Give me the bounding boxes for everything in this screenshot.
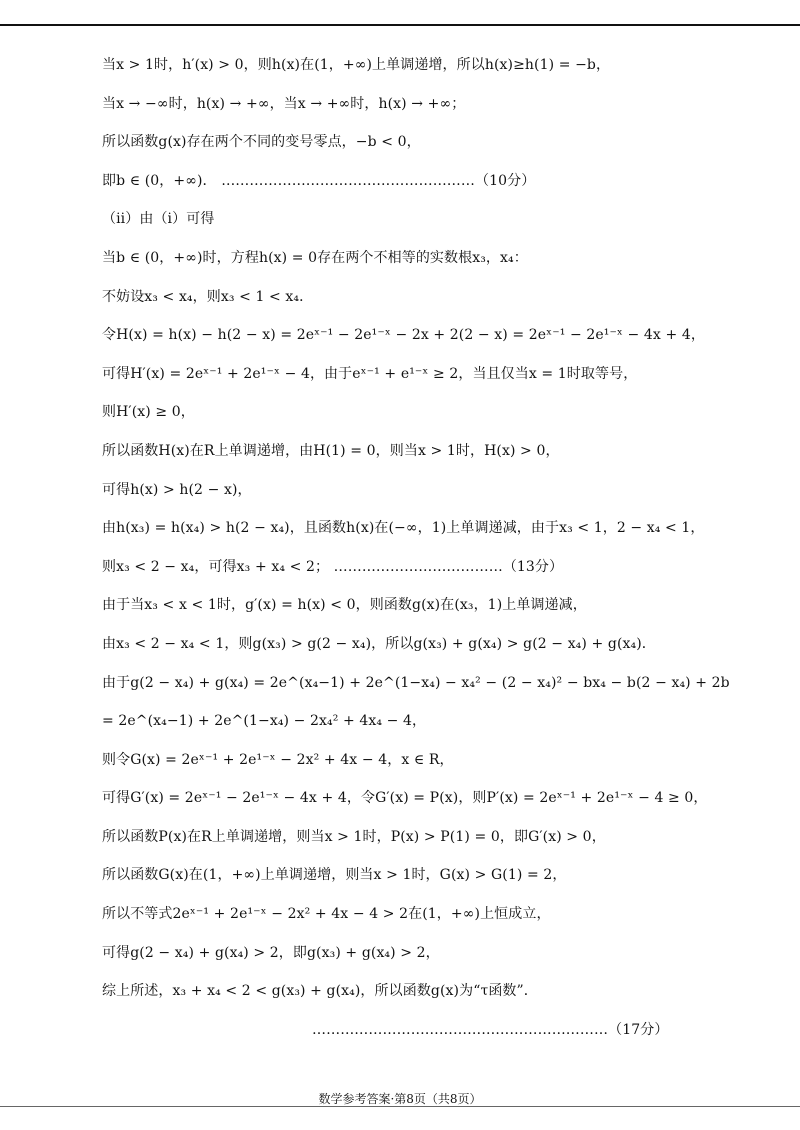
text-line: 当b ∈ (0，+∞)时，方程h(x) = 0存在两个不相等的实数根x₃，x₄：: [102, 249, 528, 266]
text-line: = 2e^(x₄−1) + 2e^(1−x₄) − 2x₄² + 4x₄ − 4，: [102, 713, 427, 730]
text-line: 由h(x₃) = h(x₄) > h(2 − x₄)，且函数h(x)在(−∞，1)上单调递减，由于x₃ < 1，2 − x₄ < 1，: [102, 520, 705, 537]
score-line: 即b ∈ (0，+∞)． ………………………………………………（10分）: [102, 172, 536, 189]
top-rule: [0, 24, 800, 26]
score-line: 则x₃ < 2 − x₄，可得x₃ + x₄ < 2； ………………………………（13分）: [102, 558, 564, 575]
text-line: 所以函数P(x)在R上单调递增，则当x > 1时，P(x) > P(1) = 0，即G′(x) > 0，: [102, 828, 606, 845]
text-line: 可得G′(x) = 2eˣ⁻¹ − 2e¹⁻ˣ − 4x + 4，令G′(x) = P(x)，则P′(x) = 2eˣ⁻¹ + 2e¹⁻ˣ − 4 ≥ 0，: [102, 790, 708, 807]
text-line: 由于g(2 − x₄) + g(x₄) = 2e^(x₄−1) + 2e^(1−x₄) − x₄² − (2 − x₄)² − bx₄ − b(2 − x₄) + 2b: [102, 674, 730, 691]
text-line: 所以函数G(x)在(1，+∞)上单调递增，则当x > 1时，G(x) > G(1) = 2，: [102, 867, 567, 884]
text-line: 可得H′(x) = 2eˣ⁻¹ + 2e¹⁻ˣ − 4，由于eˣ⁻¹ + e¹⁻ˣ ≥ 2，当且仅当x = 1时取等号，: [102, 365, 638, 382]
text-line: 可得h(x) > h(2 − x)，: [102, 481, 252, 498]
page-footer: 数学参考答案·第8页（共8页）: [318, 1092, 482, 1106]
text-line: 可得g(2 − x₄) + g(x₄) > 2，即g(x₃) + g(x₄) > 2，: [102, 944, 440, 961]
solution-body: [102, 46, 730, 1049]
text-line: 则H′(x) ≥ 0，: [102, 404, 195, 421]
text-line: 令H(x) = h(x) − h(2 − x) = 2eˣ⁻¹ − 2e¹⁻ˣ − 2x + 2(2 − x) = 2eˣ⁻¹ − 2e¹⁻ˣ − 4x + 4，: [102, 327, 705, 344]
score-line: ………………………………………………………（17分）: [312, 1021, 669, 1038]
text-line: 所以不等式2eˣ⁻¹ + 2e¹⁻ˣ − 2x² + 4x − 4 > 2在(1，+∞)上恒成立，: [102, 906, 551, 923]
text-line: 综上所述，x₃ + x₄ < 2 < g(x₃) + g(x₄)，所以函数g(x)为“τ函数”．: [102, 983, 538, 1000]
text-line: （ii）由（i）可得: [102, 211, 215, 228]
text-line: 由于当x₃ < x < 1时，g′(x) = h(x) < 0，则函数g(x)在(x₃，1)上单调递减，: [102, 597, 587, 614]
text-line: 所以函数g(x)存在两个不同的变号零点，−b < 0，: [102, 134, 421, 151]
text-line: 不妨设x₃ < x₄，则x₃ < 1 < x₄．: [102, 288, 314, 305]
text-line: 所以函数H(x)在R上单调递增，由H(1) = 0，则当x > 1时，H(x) > 0，: [102, 442, 560, 459]
text-line: 由x₃ < 2 − x₄ < 1，则g(x₃) > g(2 − x₄)，所以g(x₃) + g(x₄) > g(2 − x₄) + g(x₄)．: [102, 635, 656, 652]
text-line: 则令G(x) = 2eˣ⁻¹ + 2e¹⁻ˣ − 2x² + 4x − 4，x ∈ R，: [102, 751, 454, 768]
text-line: 当x → −∞时，h(x) → +∞，当x → +∞时，h(x) → +∞；: [102, 95, 466, 112]
text-line: 当x > 1时，h′(x) > 0，则h(x)在(1，+∞)上单调递增，所以h(x)≥h(1) = −b，: [102, 57, 611, 73]
